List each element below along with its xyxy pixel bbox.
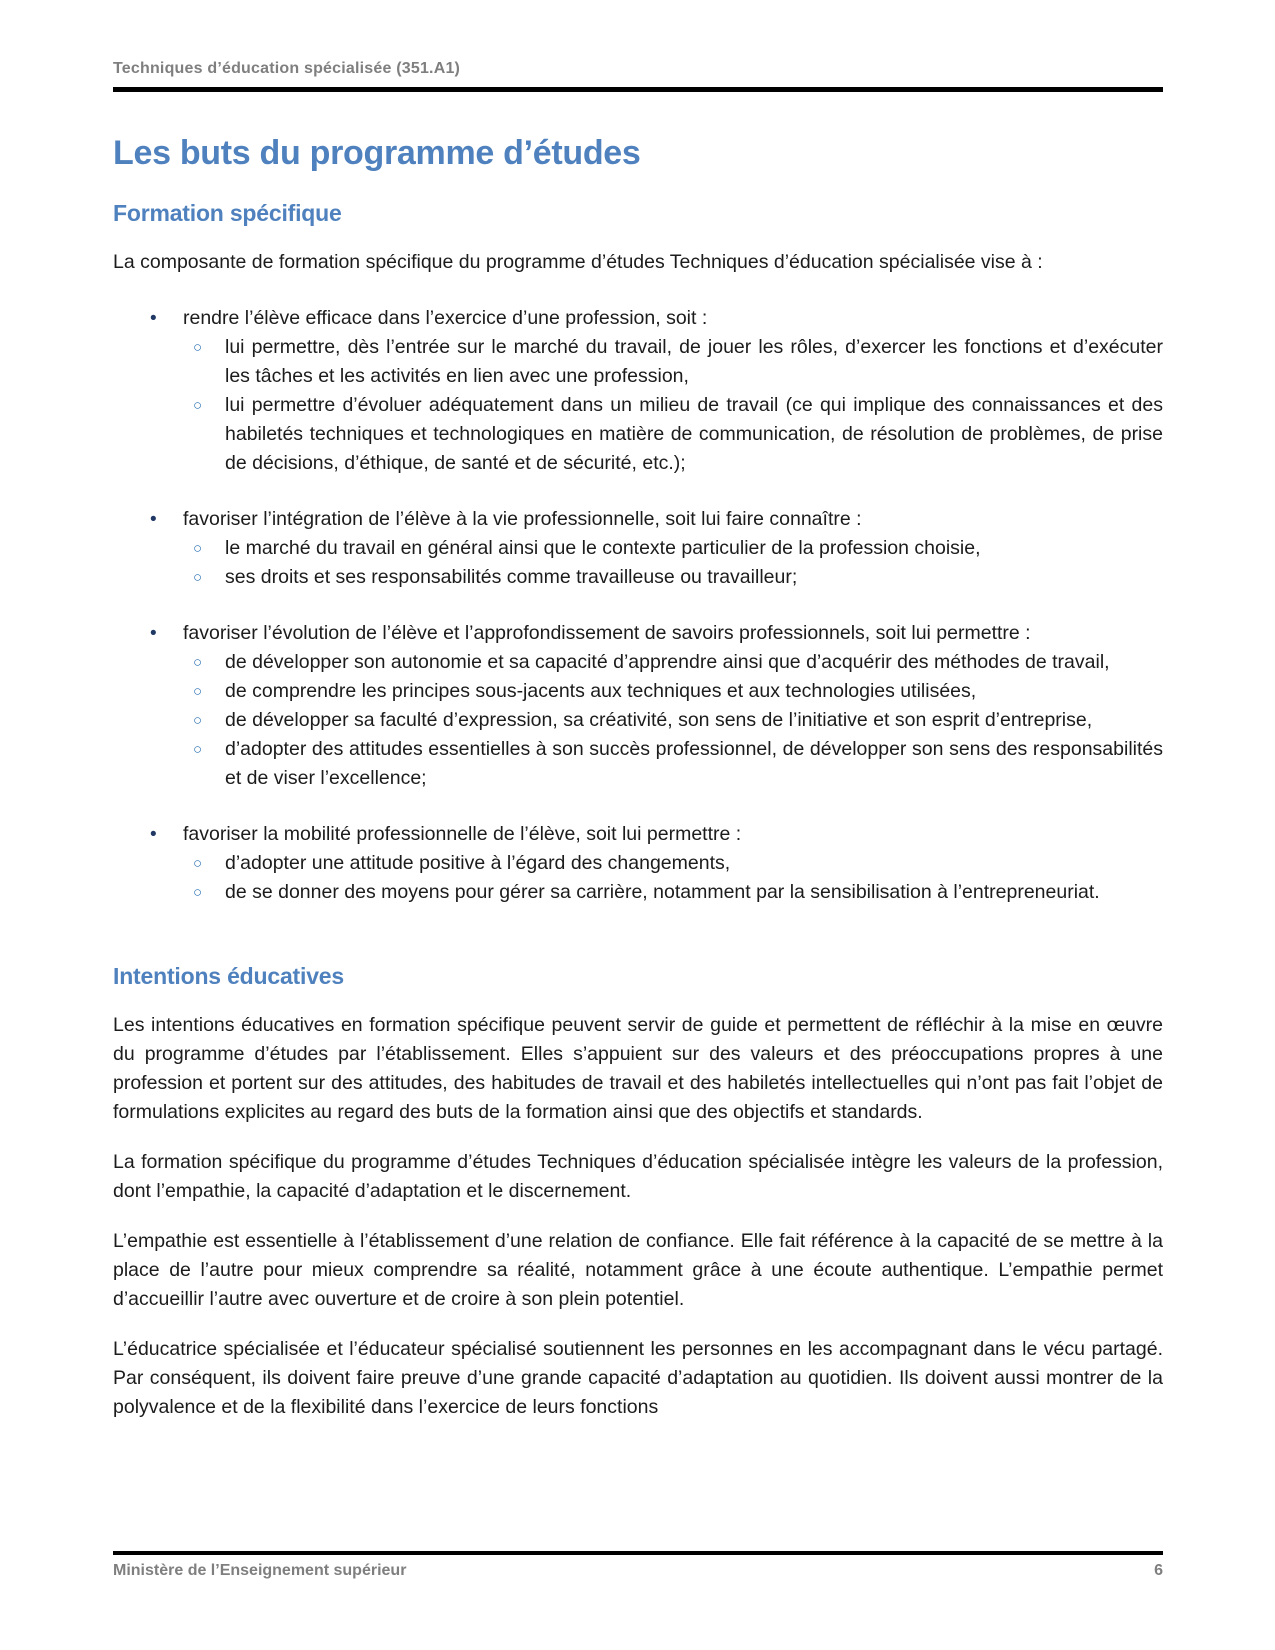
intro-paragraph: La composante de formation spécifique du programme d’études Techniques d’éducation spécialisée vise à : — [113, 251, 1043, 273]
list-item — [113, 619, 1163, 648]
section-heading-formation-specifique: Formation spécifique — [113, 200, 342, 226]
list-item — [113, 505, 1163, 534]
page-title: Les buts du programme d’études — [113, 134, 641, 172]
list-item — [113, 849, 1163, 878]
circle-bullet-icon: ○ — [193, 569, 203, 586]
circle-bullet-icon: ○ — [193, 712, 203, 729]
circle-bullet-icon: ○ — [193, 683, 203, 700]
bullet-text: favoriser la mobilité professionnelle de l’élève, soit lui permettre : — [183, 823, 742, 845]
body-paragraph: L’éducatrice spécialisée et l’éducateur spécialisé soutiennent les personnes en les accompagnant dans le vécu partagé. Par conséquent, ils doivent faire preuve d’une grande capacité d’adaptation au quotidien. Ils doivent aussi montrer de la polyvalence et de la flexibilité dans l’exercice de leurs fonctions — [113, 1338, 1163, 1418]
body-paragraph: La formation spécifique du programme d’études Techniques d’éducation spécialisée intègre les valeurs de la profession, dont l’empathie, la capacité d’adaptation et le discernement. — [113, 1151, 1163, 1202]
list-item — [113, 563, 1163, 592]
circle-bullet-icon: ○ — [193, 654, 203, 671]
sub-bullet-text: lui permettre, dès l’entrée sur le marché du travail, de jouer les rôles, d’exercer les fonctions et d’exécuter les tâches et les activités en lien avec une profession, — [225, 336, 1163, 387]
bullet-text: favoriser l’intégration de l’élève à la vie professionnelle, soit lui faire connaître : — [183, 508, 862, 530]
bullet-icon: • — [150, 824, 157, 845]
body-paragraph: L’empathie est essentielle à l’établissement d’une relation de confiance. Elle fait référence à la capacité de se mettre à la place de l’autre pour mieux comprendre sa réalité, notamment grâce à une écoute authentique. L’empathie permet d’accueillir l’autre avec ouverture et de croire à son plein potentiel. — [113, 1230, 1163, 1310]
bullet-icon: • — [150, 623, 157, 644]
list-item — [113, 391, 1163, 478]
circle-bullet-icon: ○ — [193, 339, 203, 356]
list-item — [113, 677, 1163, 706]
page-footer — [113, 1551, 1163, 1580]
list-item — [113, 333, 1163, 391]
sub-bullet-text: de comprendre les principes sous-jacents aux techniques et aux technologies utilisées, — [225, 680, 977, 702]
list-item — [113, 820, 1163, 849]
circle-bullet-icon: ○ — [193, 540, 203, 557]
bullet-group-3 — [113, 619, 1163, 793]
bullet-icon: • — [150, 308, 157, 329]
circle-bullet-icon: ○ — [193, 397, 203, 414]
bullet-group-1 — [113, 304, 1163, 478]
body-paragraph: Les intentions éducatives en formation spécifique peuvent servir de guide et permettent de réfléchir à la mise en œuvre du programme d’études par l’établissement. Elles s’appuient sur des valeurs et des préoccupations propres à une profession et portent sur des attitudes, des habitudes de travail et des habiletés intellectuelles qui n’ont pas fait l’objet de formulations explicites au regard des buts de la formation ainsi que des objectifs et standards. — [113, 1014, 1163, 1123]
bullet-group-2 — [113, 505, 1163, 592]
sub-bullet-text: ses droits et ses responsabilités comme travailleuse ou travailleur; — [225, 566, 798, 588]
bullet-group-4 — [113, 820, 1163, 907]
circle-bullet-icon: ○ — [193, 855, 203, 872]
list-item — [113, 534, 1163, 563]
sub-bullet-text: de développer sa faculté d’expression, sa créativité, son sens de l’initiative et son esprit d’entreprise, — [225, 709, 1093, 731]
list-item — [113, 304, 1163, 333]
bullet-text: rendre l’élève efficace dans l’exercice d’une profession, soit : — [183, 307, 708, 329]
running-header: Techniques d’éducation spécialisée (351.A1) — [113, 60, 1163, 92]
list-item — [113, 735, 1163, 793]
sub-bullet-text: le marché du travail en général ainsi que le contexte particulier de la profession choisie, — [225, 537, 981, 559]
list-item — [113, 706, 1163, 735]
footer-ministry-label: Ministère de l’Enseignement supérieur — [113, 1562, 407, 1579]
bullet-text: favoriser l’évolution de l’élève et l’approfondissement de savoirs professionnels, soit lui permettre : — [183, 622, 1031, 644]
sub-bullet-text: d’adopter des attitudes essentielles à son succès professionnel, de développer son sens des responsabilités et de viser l’excellence; — [225, 738, 1163, 789]
page-number: 6 — [1154, 1562, 1163, 1579]
circle-bullet-icon: ○ — [193, 884, 203, 901]
sub-bullet-text: lui permettre d’évoluer adéquatement dans un milieu de travail (ce qui implique des connaissances et des habiletés techniques et technologiques en matière de communication, de résolution de problèmes, de prise de décisions, d’éthique, de santé et de sécurité, etc.); — [225, 394, 1163, 474]
bullet-icon: • — [150, 509, 157, 530]
list-item — [113, 648, 1163, 677]
circle-bullet-icon: ○ — [193, 741, 203, 758]
list-item — [113, 878, 1163, 907]
section-heading-intentions-educatives: Intentions éducatives — [113, 963, 344, 989]
sub-bullet-text: d’adopter une attitude positive à l’égard des changements, — [225, 852, 731, 874]
sub-bullet-text: de se donner des moyens pour gérer sa carrière, notamment par la sensibilisation à l’entrepreneuriat. — [225, 881, 1100, 903]
sub-bullet-text: de développer son autonomie et sa capacité d’apprendre ainsi que d’acquérir des méthodes de travail, — [225, 651, 1110, 673]
